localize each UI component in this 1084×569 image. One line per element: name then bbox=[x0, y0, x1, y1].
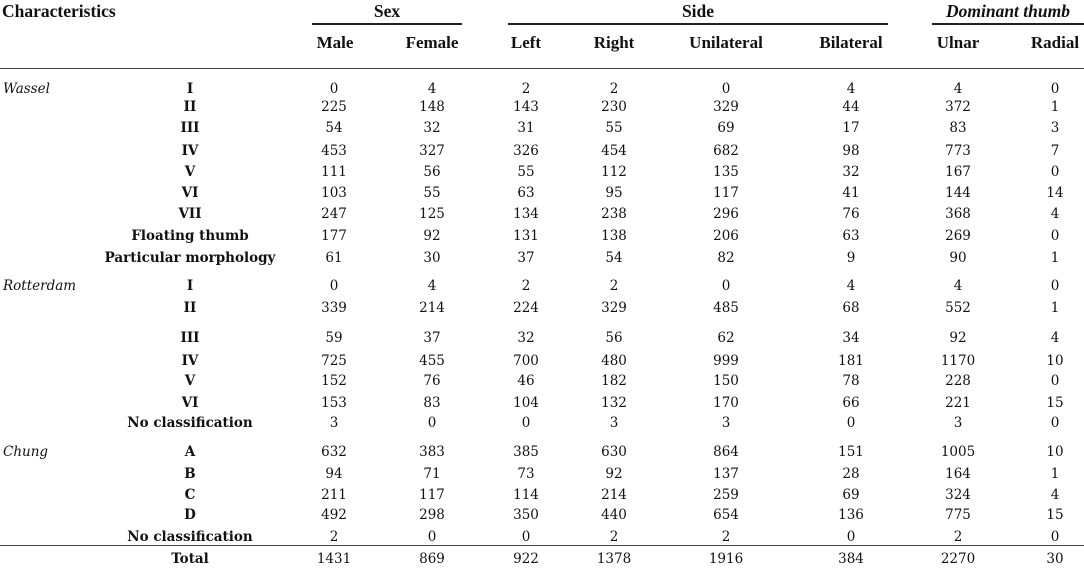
cell-female: 0 bbox=[427, 529, 437, 545]
cell-ulnar: 773 bbox=[945, 143, 971, 159]
cell-male: 453 bbox=[321, 143, 347, 159]
cell-bilateral: 181 bbox=[838, 353, 864, 369]
cell-right: 56 bbox=[605, 330, 623, 346]
table-row bbox=[0, 97, 1084, 117]
row-category-label: IV bbox=[181, 353, 199, 369]
row-category-label: Total bbox=[171, 551, 209, 567]
cell-bilateral: 151 bbox=[838, 444, 864, 460]
cell-female: 869 bbox=[419, 551, 445, 567]
cell-ulnar: 2 bbox=[953, 529, 963, 545]
dominant-thumb-group-header: Dominant thumb bbox=[945, 1, 1070, 21]
row-category-label: No classification bbox=[127, 529, 253, 545]
cell-unilateral: 150 bbox=[713, 373, 739, 389]
column-header-left: Left bbox=[510, 33, 542, 52]
table-row bbox=[0, 371, 1084, 391]
table-row bbox=[0, 464, 1084, 484]
cell-left: 55 bbox=[517, 164, 535, 180]
row-category-label: C bbox=[184, 487, 196, 503]
cell-female: 0 bbox=[427, 415, 437, 431]
cell-male: 59 bbox=[325, 330, 343, 346]
cell-bilateral: 69 bbox=[842, 487, 860, 503]
cell-female: 148 bbox=[419, 99, 445, 115]
cell-left: 37 bbox=[517, 250, 535, 266]
table-row bbox=[0, 183, 1084, 203]
cell-unilateral: 329 bbox=[713, 99, 739, 115]
cell-unilateral: 296 bbox=[713, 206, 739, 222]
cell-left: 32 bbox=[517, 330, 535, 346]
cell-female: 76 bbox=[423, 373, 441, 389]
row-category-label: V bbox=[184, 373, 196, 389]
cell-bilateral: 63 bbox=[842, 228, 860, 244]
cell-left: 2 bbox=[521, 278, 531, 294]
row-category-label: IV bbox=[181, 143, 199, 159]
cell-left: 46 bbox=[517, 373, 535, 389]
table-row bbox=[0, 413, 1084, 433]
cell-left: 73 bbox=[517, 466, 535, 482]
cell-left: 0 bbox=[521, 415, 531, 431]
cell-bilateral: 0 bbox=[846, 415, 856, 431]
side-group-header: Side bbox=[681, 1, 715, 21]
column-header-male: Male bbox=[316, 33, 354, 52]
cell-bilateral: 68 bbox=[842, 300, 860, 316]
cell-male: 3 bbox=[329, 415, 339, 431]
cell-unilateral: 62 bbox=[717, 330, 735, 346]
row-category-label: D bbox=[184, 507, 196, 523]
cell-female: 71 bbox=[423, 466, 441, 482]
cell-female: 32 bbox=[423, 120, 441, 136]
table-row bbox=[0, 162, 1084, 182]
cell-female: 30 bbox=[423, 250, 441, 266]
cell-right: 238 bbox=[601, 206, 627, 222]
cell-male: 632 bbox=[321, 444, 347, 460]
cell-ulnar: 90 bbox=[949, 250, 967, 266]
cell-unilateral: 69 bbox=[717, 120, 735, 136]
table-row bbox=[0, 204, 1084, 224]
cell-male: 211 bbox=[321, 487, 347, 503]
cell-left: 143 bbox=[513, 99, 539, 115]
cell-radial: 4 bbox=[1050, 206, 1060, 222]
column-header-ulnar: Ulnar bbox=[936, 33, 980, 52]
cell-right: 92 bbox=[605, 466, 623, 482]
cell-male: 1431 bbox=[316, 551, 352, 567]
cell-right: 132 bbox=[601, 395, 627, 411]
cell-radial: 15 bbox=[1046, 395, 1064, 411]
cell-male: 0 bbox=[329, 278, 339, 294]
cell-radial: 30 bbox=[1046, 551, 1064, 567]
cell-radial: 0 bbox=[1050, 529, 1060, 545]
row-category-label: I bbox=[186, 278, 194, 294]
cell-unilateral: 3 bbox=[721, 415, 731, 431]
cell-female: 37 bbox=[423, 330, 441, 346]
table-row bbox=[0, 393, 1084, 413]
cell-left: 63 bbox=[517, 185, 535, 201]
column-header-right: Right bbox=[593, 33, 635, 52]
cell-bilateral: 4 bbox=[846, 278, 856, 294]
cell-left: 114 bbox=[513, 487, 539, 503]
cell-right: 329 bbox=[601, 300, 627, 316]
cell-left: 385 bbox=[513, 444, 539, 460]
cell-ulnar: 144 bbox=[945, 185, 971, 201]
cell-radial: 14 bbox=[1046, 185, 1064, 201]
cell-right: 2 bbox=[609, 81, 619, 97]
cell-ulnar: 324 bbox=[945, 487, 971, 503]
cell-left: 31 bbox=[517, 120, 535, 136]
cell-unilateral: 864 bbox=[713, 444, 739, 460]
cell-bilateral: 34 bbox=[842, 330, 860, 346]
cell-female: 92 bbox=[423, 228, 441, 244]
column-header-female: Female bbox=[405, 33, 459, 52]
cell-ulnar: 167 bbox=[945, 164, 971, 180]
row-category-label: VI bbox=[181, 185, 199, 201]
row-group-label: Wassel bbox=[3, 81, 50, 97]
cell-bilateral: 32 bbox=[842, 164, 860, 180]
column-header-unilateral: Unilateral bbox=[689, 33, 763, 52]
cell-radial: 10 bbox=[1046, 353, 1064, 369]
row-category-label: I bbox=[186, 81, 194, 97]
cell-female: 455 bbox=[419, 353, 445, 369]
cell-bilateral: 41 bbox=[842, 185, 860, 201]
cell-bilateral: 0 bbox=[846, 529, 856, 545]
cell-radial: 0 bbox=[1050, 164, 1060, 180]
table-row bbox=[0, 505, 1084, 525]
cell-left: 131 bbox=[513, 228, 539, 244]
cell-male: 225 bbox=[321, 99, 347, 115]
cell-right: 454 bbox=[601, 143, 627, 159]
cell-right: 214 bbox=[601, 487, 627, 503]
table-row bbox=[0, 226, 1084, 246]
row-category-label: A bbox=[184, 444, 196, 460]
cell-unilateral: 1916 bbox=[708, 551, 744, 567]
cell-ulnar: 269 bbox=[945, 228, 971, 244]
row-category-label: III bbox=[180, 120, 200, 136]
cell-male: 94 bbox=[325, 466, 343, 482]
cell-right: 1378 bbox=[596, 551, 632, 567]
cell-bilateral: 4 bbox=[846, 81, 856, 97]
cell-female: 56 bbox=[423, 164, 441, 180]
dominant-thumb-group-rule bbox=[932, 23, 1084, 25]
cell-male: 247 bbox=[321, 206, 347, 222]
cell-female: 125 bbox=[419, 206, 445, 222]
cell-right: 2 bbox=[609, 529, 619, 545]
cell-radial: 4 bbox=[1050, 487, 1060, 503]
cell-right: 440 bbox=[601, 507, 627, 523]
cell-radial: 1 bbox=[1050, 300, 1060, 316]
cell-male: 2 bbox=[329, 529, 339, 545]
cell-ulnar: 1005 bbox=[940, 444, 976, 460]
cell-female: 4 bbox=[427, 81, 437, 97]
cell-male: 54 bbox=[325, 120, 343, 136]
cell-bilateral: 98 bbox=[842, 143, 860, 159]
row-category-label: No classification bbox=[127, 415, 253, 431]
cell-right: 3 bbox=[609, 415, 619, 431]
cell-radial: 1 bbox=[1050, 99, 1060, 115]
row-category-label: II bbox=[183, 300, 197, 316]
cell-ulnar: 2270 bbox=[940, 551, 976, 567]
cell-unilateral: 82 bbox=[717, 250, 735, 266]
cell-unilateral: 135 bbox=[713, 164, 739, 180]
cell-right: 230 bbox=[601, 99, 627, 115]
cell-male: 61 bbox=[325, 250, 343, 266]
cell-ulnar: 164 bbox=[945, 466, 971, 482]
cell-right: 2 bbox=[609, 278, 619, 294]
cell-female: 383 bbox=[419, 444, 445, 460]
cell-radial: 1 bbox=[1050, 466, 1060, 482]
cell-female: 298 bbox=[419, 507, 445, 523]
cell-bilateral: 9 bbox=[846, 250, 856, 266]
cell-right: 55 bbox=[605, 120, 623, 136]
cell-ulnar: 83 bbox=[949, 120, 967, 136]
characteristics-header: Characteristics bbox=[2, 1, 116, 21]
cell-unilateral: 682 bbox=[713, 143, 739, 159]
cell-female: 55 bbox=[423, 185, 441, 201]
cell-bilateral: 28 bbox=[842, 466, 860, 482]
cell-male: 177 bbox=[321, 228, 347, 244]
cell-female: 214 bbox=[419, 300, 445, 316]
row-category-label: Particular morphology bbox=[104, 250, 276, 266]
cell-left: 224 bbox=[513, 300, 539, 316]
table-row bbox=[0, 79, 1084, 99]
cell-bilateral: 136 bbox=[838, 507, 864, 523]
header-divider bbox=[0, 68, 1084, 69]
cell-radial: 3 bbox=[1050, 120, 1060, 136]
row-group-label: Rotterdam bbox=[3, 278, 77, 294]
cell-unilateral: 485 bbox=[713, 300, 739, 316]
cell-female: 117 bbox=[419, 487, 445, 503]
cell-radial: 10 bbox=[1046, 444, 1064, 460]
cell-unilateral: 206 bbox=[713, 228, 739, 244]
cell-radial: 4 bbox=[1050, 330, 1060, 346]
table-row bbox=[0, 485, 1084, 505]
row-category-label: III bbox=[180, 330, 200, 346]
cell-radial: 15 bbox=[1046, 507, 1064, 523]
cell-male: 103 bbox=[321, 185, 347, 201]
cell-ulnar: 3 bbox=[953, 415, 963, 431]
cell-radial: 0 bbox=[1050, 228, 1060, 244]
cell-unilateral: 0 bbox=[721, 81, 731, 97]
row-category-label: Floating thumb bbox=[131, 228, 249, 244]
row-group-label: Chung bbox=[3, 444, 49, 460]
cell-ulnar: 775 bbox=[945, 507, 971, 523]
cell-ulnar: 4 bbox=[953, 81, 963, 97]
cell-unilateral: 999 bbox=[713, 353, 739, 369]
table-row bbox=[0, 549, 1084, 569]
cell-unilateral: 170 bbox=[713, 395, 739, 411]
cell-left: 326 bbox=[513, 143, 539, 159]
cell-right: 54 bbox=[605, 250, 623, 266]
cell-right: 182 bbox=[601, 373, 627, 389]
table-row bbox=[0, 298, 1084, 318]
sex-group-rule bbox=[312, 23, 462, 25]
cell-unilateral: 654 bbox=[713, 507, 739, 523]
cell-male: 725 bbox=[321, 353, 347, 369]
cell-radial: 1 bbox=[1050, 250, 1060, 266]
cell-ulnar: 221 bbox=[945, 395, 971, 411]
cell-right: 95 bbox=[605, 185, 623, 201]
table-row bbox=[0, 442, 1084, 462]
cell-bilateral: 76 bbox=[842, 206, 860, 222]
cell-left: 104 bbox=[513, 395, 539, 411]
table-row bbox=[0, 527, 1084, 547]
cell-ulnar: 92 bbox=[949, 330, 967, 346]
cell-unilateral: 0 bbox=[721, 278, 731, 294]
table-row bbox=[0, 351, 1084, 371]
cell-left: 350 bbox=[513, 507, 539, 523]
row-category-label: B bbox=[184, 466, 196, 482]
cell-male: 339 bbox=[321, 300, 347, 316]
table-row bbox=[0, 118, 1084, 138]
row-category-label: V bbox=[184, 164, 196, 180]
cell-ulnar: 4 bbox=[953, 278, 963, 294]
cell-ulnar: 228 bbox=[945, 373, 971, 389]
table-row bbox=[0, 141, 1084, 161]
cell-left: 2 bbox=[521, 81, 531, 97]
cell-unilateral: 259 bbox=[713, 487, 739, 503]
column-header-bilateral: Bilateral bbox=[819, 33, 883, 52]
cell-unilateral: 2 bbox=[721, 529, 731, 545]
cell-unilateral: 137 bbox=[713, 466, 739, 482]
cell-right: 480 bbox=[601, 353, 627, 369]
side-group-rule bbox=[508, 23, 888, 25]
cell-left: 922 bbox=[513, 551, 539, 567]
cell-ulnar: 368 bbox=[945, 206, 971, 222]
sex-group-header: Sex bbox=[373, 1, 401, 21]
cell-male: 0 bbox=[329, 81, 339, 97]
cell-radial: 0 bbox=[1050, 373, 1060, 389]
cell-female: 4 bbox=[427, 278, 437, 294]
cell-left: 700 bbox=[513, 353, 539, 369]
cell-unilateral: 117 bbox=[713, 185, 739, 201]
cell-radial: 0 bbox=[1050, 415, 1060, 431]
cell-female: 327 bbox=[419, 143, 445, 159]
cell-female: 83 bbox=[423, 395, 441, 411]
cell-male: 492 bbox=[321, 507, 347, 523]
cell-male: 111 bbox=[321, 164, 347, 180]
table-row bbox=[0, 328, 1084, 348]
cell-bilateral: 384 bbox=[838, 551, 864, 567]
cell-ulnar: 552 bbox=[945, 300, 971, 316]
table-row bbox=[0, 276, 1084, 296]
row-category-label: VII bbox=[178, 206, 202, 222]
cell-radial: 0 bbox=[1050, 81, 1060, 97]
cell-left: 134 bbox=[513, 206, 539, 222]
cell-right: 630 bbox=[601, 444, 627, 460]
cell-bilateral: 78 bbox=[842, 373, 860, 389]
cell-radial: 0 bbox=[1050, 278, 1060, 294]
row-category-label: VI bbox=[181, 395, 199, 411]
cell-bilateral: 66 bbox=[842, 395, 860, 411]
cell-radial: 7 bbox=[1050, 143, 1060, 159]
row-category-label: II bbox=[183, 99, 197, 115]
cell-bilateral: 17 bbox=[842, 120, 860, 136]
total-divider bbox=[0, 545, 1084, 546]
cell-right: 112 bbox=[601, 164, 627, 180]
cell-male: 153 bbox=[321, 395, 347, 411]
table-row bbox=[0, 248, 1084, 268]
cell-right: 138 bbox=[601, 228, 627, 244]
cell-left: 0 bbox=[521, 529, 531, 545]
column-header-radial: Radial bbox=[1030, 33, 1080, 52]
cell-bilateral: 44 bbox=[842, 99, 860, 115]
cell-male: 152 bbox=[321, 373, 347, 389]
cell-ulnar: 1170 bbox=[940, 353, 976, 369]
cell-ulnar: 372 bbox=[945, 99, 971, 115]
